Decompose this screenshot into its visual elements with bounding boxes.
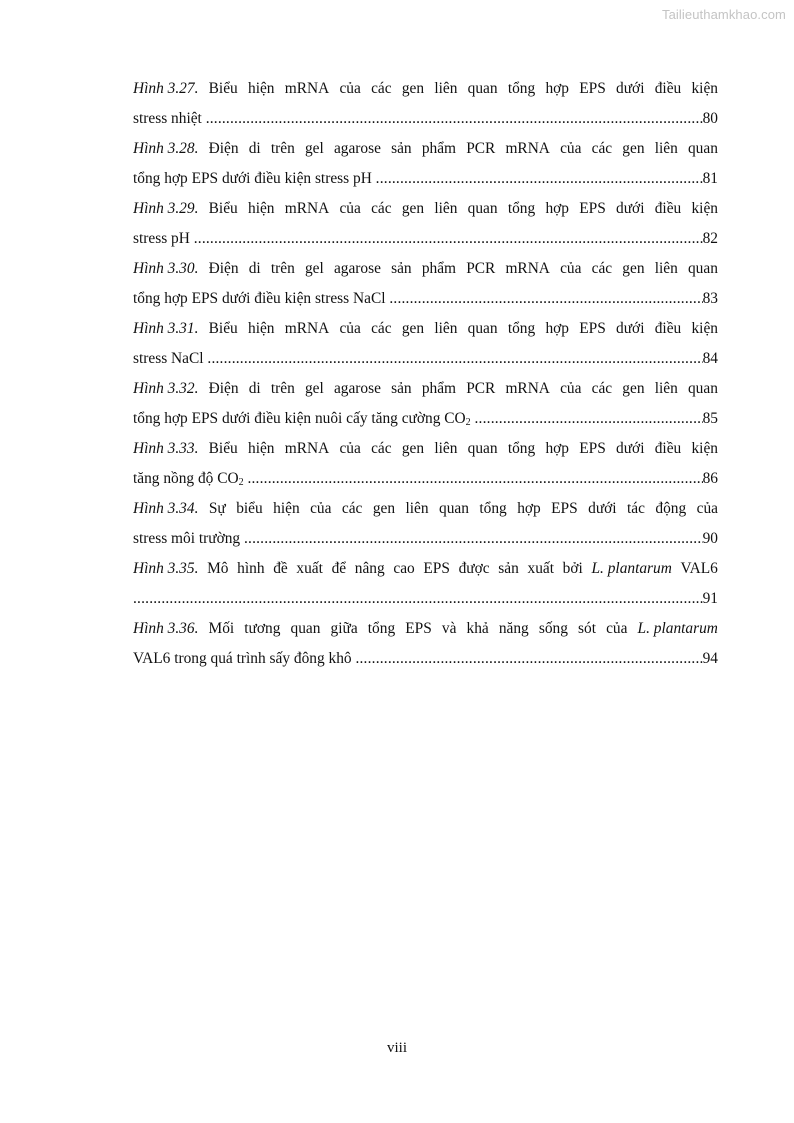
caption-word: EPS xyxy=(405,620,432,637)
caption-word: mRNA xyxy=(284,320,330,337)
caption-word: EPS xyxy=(579,320,606,337)
caption-word: quan xyxy=(467,200,498,217)
caption-word: nâng xyxy=(354,560,385,577)
figure-entry[interactable] xyxy=(133,434,718,494)
caption-word: Điện xyxy=(208,260,239,277)
figure-number: Hình 3.27. xyxy=(133,80,199,97)
caption-word: hợp xyxy=(545,80,569,97)
caption-word: gen xyxy=(622,380,645,397)
entry-line-2 xyxy=(133,284,718,314)
dot-leader xyxy=(244,524,703,554)
caption-word: PCR xyxy=(466,260,496,277)
caption-word: hợp xyxy=(545,440,569,457)
caption-word: quan xyxy=(467,80,498,97)
caption-word: tổng xyxy=(367,620,396,637)
dot-leader xyxy=(206,104,703,134)
caption-word: liên xyxy=(654,380,678,397)
caption-word: Điện xyxy=(208,140,239,157)
caption-word: phẩm xyxy=(421,380,457,397)
species-name: L. plantarum xyxy=(591,560,672,577)
caption-word: hiện xyxy=(248,200,275,217)
caption-word: bởi xyxy=(562,560,583,577)
dot-leader xyxy=(194,224,703,254)
entry-line-1 xyxy=(133,374,718,404)
caption-word: Mối xyxy=(208,620,235,637)
caption-word: xuất xyxy=(527,560,554,577)
caption-word: Điện xyxy=(208,380,239,397)
caption-word: gen xyxy=(622,260,645,277)
entry-line-2 xyxy=(133,344,718,374)
caption-word: các xyxy=(591,260,613,277)
caption-word: phẩm xyxy=(421,140,457,157)
caption-word: các xyxy=(341,500,363,517)
caption-word: điều xyxy=(654,80,682,97)
caption-word: Biểu xyxy=(208,80,238,97)
caption-word: kiện xyxy=(691,320,718,337)
entry-line-2 xyxy=(133,404,718,434)
caption-word: điều xyxy=(654,440,682,457)
caption-word: sản xyxy=(391,260,412,277)
caption-word: liên xyxy=(434,320,458,337)
caption-word: tổng xyxy=(507,320,536,337)
caption-word: tác xyxy=(627,500,645,517)
caption-word: các xyxy=(371,440,392,457)
caption-word: hiện xyxy=(248,320,275,337)
caption-word: liên xyxy=(434,200,458,217)
figure-number: Hình 3.36. xyxy=(133,620,199,637)
figure-entry[interactable] xyxy=(133,554,718,614)
caption-word: liên xyxy=(405,500,429,517)
page-ref[interactable]: 85 xyxy=(702,410,718,427)
caption-word: tổng xyxy=(479,500,507,517)
figure-number: Hình 3.31. xyxy=(133,320,199,337)
figure-list xyxy=(133,74,718,674)
page-ref[interactable]: 81 xyxy=(702,170,718,187)
figure-number: Hình 3.30. xyxy=(133,260,199,277)
dot-leader xyxy=(207,344,702,374)
caption-word: PCR xyxy=(466,140,496,157)
figure-entry[interactable] xyxy=(133,74,718,134)
caption-word: EPS xyxy=(579,200,606,217)
entry-line-2 xyxy=(133,104,718,134)
caption-word: gen xyxy=(372,500,396,517)
caption-continuation: VAL6 trong quá trình sấy đông khô xyxy=(133,650,352,667)
page-ref[interactable]: 91 xyxy=(702,590,718,607)
caption-word: trên xyxy=(270,260,295,277)
entry-line-1 xyxy=(133,254,718,284)
caption-word: gel xyxy=(304,260,324,277)
caption-word: điều xyxy=(654,320,682,337)
caption-word: Sự xyxy=(208,500,226,517)
caption-word: hiện xyxy=(273,500,300,517)
watermark: Tailieuthamkhao.com xyxy=(661,7,786,22)
caption-word: gen xyxy=(401,80,425,97)
caption-continuation: stress môi trường xyxy=(133,530,241,547)
caption-word: của xyxy=(560,380,582,397)
caption-word: quan xyxy=(467,320,498,337)
caption-word: agarose xyxy=(333,260,381,277)
entry-line-2 xyxy=(133,164,718,194)
caption-word: tổng xyxy=(507,200,536,217)
caption-word: hiện xyxy=(248,440,275,457)
entry-line-1 xyxy=(133,134,718,164)
caption-continuation: stress NaCl xyxy=(133,350,204,367)
entry-line-1 xyxy=(133,554,718,584)
page-ref[interactable]: 90 xyxy=(702,530,718,547)
caption-word: hình xyxy=(237,560,265,577)
figure-entry[interactable] xyxy=(133,374,718,434)
entry-line-1 xyxy=(133,614,718,644)
dot-leader xyxy=(475,404,703,434)
caption-word: Biểu xyxy=(208,440,238,457)
caption-word: gel xyxy=(304,380,324,397)
caption-word: gen xyxy=(401,440,425,457)
caption-word: PCR xyxy=(466,380,496,397)
figure-number: Hình 3.32. xyxy=(133,380,199,397)
caption-word: và xyxy=(441,620,457,637)
figure-number: Hình 3.28. xyxy=(133,140,199,157)
caption-word: mRNA xyxy=(284,80,330,97)
caption-word: agarose xyxy=(333,140,381,157)
caption-word: agarose xyxy=(333,380,381,397)
caption-word: sản xyxy=(391,380,412,397)
caption-word: sản xyxy=(391,140,412,157)
caption-word: quan xyxy=(467,440,498,457)
caption-word: di xyxy=(248,380,261,397)
figure-number: Hình 3.29. xyxy=(133,200,199,217)
entry-line-1 xyxy=(133,194,718,224)
caption-word: quan xyxy=(687,260,718,277)
caption-word: Biểu xyxy=(208,200,238,217)
caption-word: liên xyxy=(434,80,458,97)
caption-word: kiện xyxy=(691,80,718,97)
caption-word: tương xyxy=(244,620,281,637)
caption-word: gen xyxy=(622,140,645,157)
caption-word: di xyxy=(248,140,261,157)
entry-line-2 xyxy=(133,584,718,614)
caption-word: mRNA xyxy=(284,200,330,217)
entry-line-2 xyxy=(133,644,718,674)
caption-word: các xyxy=(591,380,613,397)
caption-word: của xyxy=(339,320,361,337)
caption-word: các xyxy=(371,200,392,217)
caption-word: Biểu xyxy=(208,320,238,337)
caption-word: tổng xyxy=(507,440,536,457)
caption-word: EPS xyxy=(551,500,578,517)
caption-word: biểu xyxy=(236,500,263,517)
dot-leader xyxy=(133,584,703,614)
caption-word: liên xyxy=(654,260,678,277)
caption-word: của xyxy=(560,140,582,157)
caption-word: quan xyxy=(687,140,718,157)
caption-word: quan xyxy=(439,500,469,517)
dot-leader xyxy=(389,284,702,314)
caption-word: EPS xyxy=(423,560,450,577)
entry-line-1 xyxy=(133,314,718,344)
caption-continuation: tổng hợp EPS dưới điều kiện stress pH xyxy=(133,170,372,187)
caption-word: sản xyxy=(498,560,519,577)
caption-word: mRNA xyxy=(505,260,550,277)
caption-word: giữa xyxy=(330,620,358,637)
caption-word: dưới xyxy=(616,200,645,217)
caption-word: hiện xyxy=(248,80,275,97)
caption-continuation: stress nhiệt xyxy=(133,110,202,127)
caption-word: để xyxy=(331,560,347,577)
figure-entry[interactable] xyxy=(133,254,718,314)
caption-word: của xyxy=(310,500,332,517)
page-ref[interactable]: 80 xyxy=(702,110,718,127)
caption-word: kiện xyxy=(691,440,718,457)
dot-leader xyxy=(355,644,702,674)
caption-word: EPS xyxy=(579,440,606,457)
caption-word: điều xyxy=(654,200,682,217)
figure-entry[interactable] xyxy=(133,314,718,374)
caption-word: của xyxy=(339,200,361,217)
entry-line-2 xyxy=(133,464,718,494)
caption-continuation: stress pH xyxy=(133,230,190,247)
caption-continuation: tổng hợp EPS dưới điều kiện nuôi cấy tăng cường $CO_2$ xyxy=(133,410,471,428)
figure-number: Hình 3.35. xyxy=(133,560,199,577)
page-ref[interactable]: 83 xyxy=(702,290,718,307)
figure-entry[interactable] xyxy=(133,494,718,554)
entry-line-1 xyxy=(133,494,718,524)
figure-entry[interactable] xyxy=(133,194,718,254)
page-ref[interactable]: 94 xyxy=(702,650,718,667)
species-name: L. plantarum xyxy=(637,620,718,637)
caption-word: của xyxy=(339,440,361,457)
figure-number: Hình 3.34. xyxy=(133,500,199,517)
caption-word: gen xyxy=(401,200,425,217)
caption-word: VAL6 xyxy=(680,560,718,577)
page-ref[interactable]: 84 xyxy=(702,350,718,367)
caption-word: các xyxy=(371,80,392,97)
figure-number: Hình 3.33. xyxy=(133,440,199,457)
caption-word: của xyxy=(339,80,361,97)
caption-word: mRNA xyxy=(284,440,330,457)
caption-word: được xyxy=(458,560,490,577)
caption-word: sống xyxy=(538,620,568,637)
page-ref[interactable]: 82 xyxy=(702,230,718,247)
caption-word: cao xyxy=(393,560,415,577)
entry-line-1 xyxy=(133,74,718,104)
caption-word: liên xyxy=(434,440,458,457)
dot-leader xyxy=(247,464,702,494)
caption-word: trên xyxy=(270,380,295,397)
caption-continuation: tổng hợp EPS dưới điều kiện stress NaCl xyxy=(133,290,386,307)
caption-word: động xyxy=(655,500,687,517)
caption-word: dưới xyxy=(616,440,645,457)
dot-leader xyxy=(376,164,703,194)
page-number: viii xyxy=(386,1040,407,1056)
caption-word: các xyxy=(371,320,392,337)
caption-word: hợp xyxy=(545,320,569,337)
page-ref[interactable]: 86 xyxy=(702,470,718,487)
entry-line-2 xyxy=(133,524,718,554)
caption-word: trên xyxy=(270,140,295,157)
caption-word: hợp xyxy=(517,500,541,517)
caption-word: kiện xyxy=(691,200,718,217)
caption-word: của xyxy=(696,500,718,517)
caption-word: dưới xyxy=(588,500,617,517)
caption-word: của xyxy=(560,260,582,277)
caption-word: mRNA xyxy=(505,140,550,157)
figure-entry[interactable] xyxy=(133,134,718,194)
caption-word: Mô xyxy=(207,560,229,577)
caption-word: EPS xyxy=(579,80,606,97)
caption-word: của xyxy=(606,620,628,637)
caption-continuation: tăng nồng độ $CO_2$ xyxy=(133,470,244,488)
caption-word: gen xyxy=(401,320,425,337)
caption-word: liên xyxy=(654,140,678,157)
caption-word: các xyxy=(591,140,613,157)
caption-word: dưới xyxy=(616,320,645,337)
caption-word: gel xyxy=(304,140,324,157)
caption-word: tổng xyxy=(507,80,536,97)
caption-word: di xyxy=(248,260,261,277)
caption-word: phẩm xyxy=(421,260,457,277)
caption-word: sót xyxy=(578,620,596,637)
caption-word: dưới xyxy=(616,80,645,97)
entry-line-1 xyxy=(133,434,718,464)
caption-word: năng xyxy=(498,620,529,637)
caption-word: quan xyxy=(290,620,321,637)
caption-word: khả xyxy=(466,620,489,637)
entry-line-2 xyxy=(133,224,718,254)
caption-word: mRNA xyxy=(505,380,550,397)
caption-word: đề xyxy=(273,560,288,577)
caption-word: quan xyxy=(687,380,718,397)
caption-word: hợp xyxy=(545,200,569,217)
caption-word: xuất xyxy=(296,560,323,577)
figure-entry[interactable] xyxy=(133,614,718,674)
